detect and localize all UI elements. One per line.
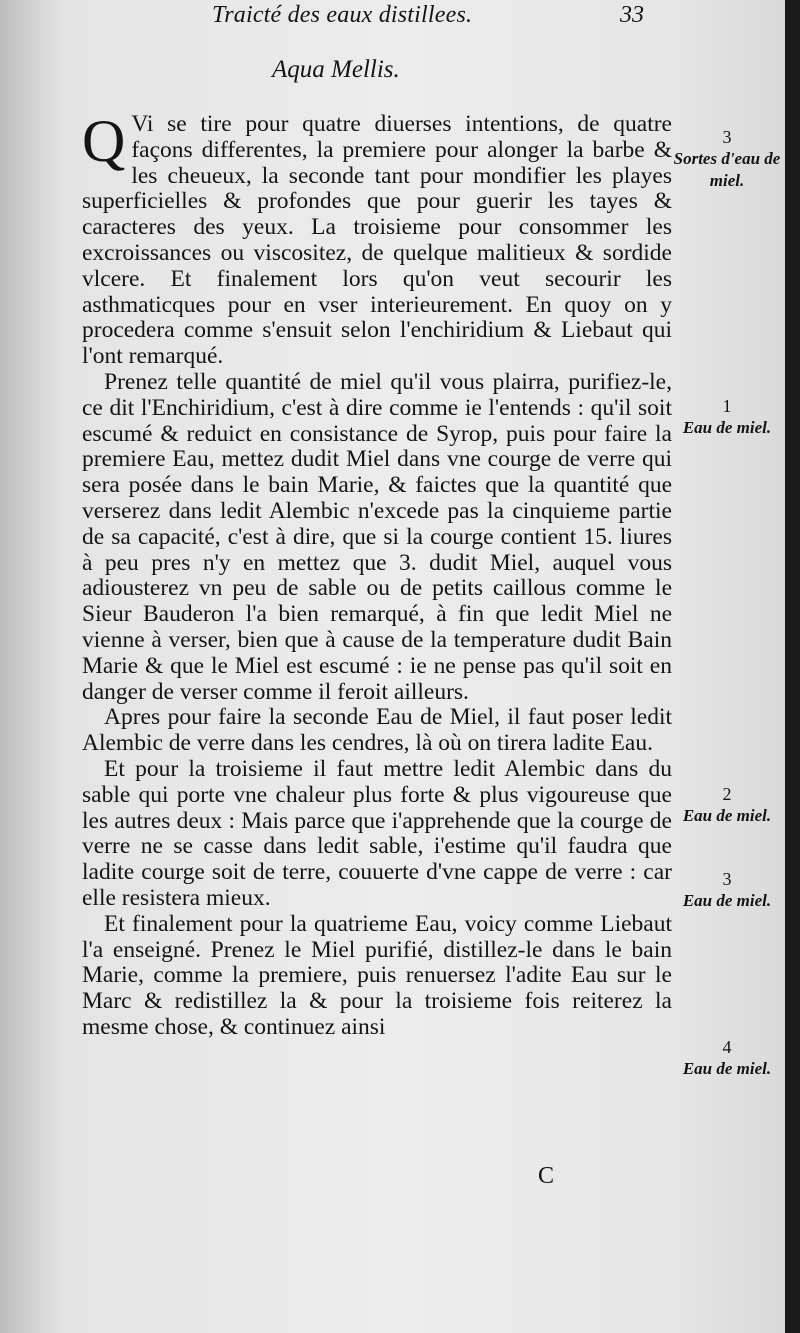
margin-note-number: 4 [722, 1037, 732, 1057]
margin-note-2 [672, 395, 782, 439]
paragraph-3: Apres pour faire la seconde Eau de Miel, il faut poser ledit Alembic de verre dans les cendres, là où on tirera ladite Eau. [82, 704, 672, 757]
section-title: Aqua Mellis. [272, 56, 400, 83]
page-gutter [785, 0, 800, 1333]
drop-cap: Q [82, 108, 126, 174]
margin-note-number: 1 [722, 396, 732, 416]
margin-note-1 [672, 126, 782, 192]
margin-note-number: 3 [722, 869, 732, 889]
margin-note-text: Sortes d'eau de miel. [673, 149, 781, 190]
signature-mark: C [538, 1163, 555, 1189]
margin-note-text: Eau de miel. [682, 806, 772, 825]
margin-note-number: 2 [722, 784, 732, 804]
paragraph-5: Et finalement pour la quatrieme Eau, voicy comme Liebaut l'a enseigné. Prenez le Miel purifié, distillez-le dans le bain Marie, comme la premiere, puis renuersez l'adite Eau sur le Marc & redistillez la & pour la troisieme fois reiterez la mesme chose, & continuez ainsi [82, 910, 672, 1040]
margin-note-5 [672, 1036, 782, 1080]
margin-note-number: 3 [722, 127, 732, 147]
margin-note-text: Eau de miel. [682, 1059, 772, 1078]
margin-note-text: Eau de miel. [682, 418, 772, 437]
paragraph-text: Vi se tire pour quatre diuerses intentions, de quatre façons differentes, la premiere pour alonger la barbe & les cheueux, la seconde tant pour mondifier les playes superficielles & profondes que pour guerir les tayes & caracteres des yeux. La troisieme pour consommer les excroissances ou viscositez, de quelque malitieux & sordide vlcere. Et finalement lors qu'on veut secourir les asthmaticques pour en vser interieurement. En quoy on y procedera comme s'ensuit selon l'enchiridium & Liebaut qui l'ont remarqué. [82, 111, 672, 370]
paragraph-2: Prenez telle quantité de miel qu'il vous plairra, purifiez-le, ce dit l'Enchiridium, c'est à dire comme ie l'entends : qu'il soit escumé & reduict en consistance de Syrop, puis pour faire la premiere Eau, mettez dudit Miel dans vne courge de verre qui sera posée dans le bain Marie, & faictes que la quantité que verserez dans ledit Alembic n'excede pas la cinquieme partie de sa capacité, c'est à dire, que si la courge contient 15. liures à peu pres n'y en mettez que 3. dudit Miel, auquel vous adiousterez vn peu de sable ou de petits caillous comme le Sieur Bauderon l'a bien remarqué, à fin que ledit Miel ne vienne à verser, bien que à cause de la temperature dudit Bain Marie & que le Miel est escumé : ie ne pense pas qu'il soit en danger de verser comme il feroit ailleurs. [82, 368, 672, 705]
margin-note-3 [672, 783, 782, 827]
page-number: 33 [620, 2, 644, 28]
paragraph-4: Et pour la troisieme il faut mettre ledit Alembic dans du sable qui porte vne chaleur plus forte & plus vigoureuse que les autres deux : Mais parce que i'apprehende que la courge de verre ne se casse dans ledit sable, i'estime qu'il faudra que ladite courge soit de terre, couuerte d'vne cappe de verre : car elle resistera mieux. [82, 755, 672, 911]
running-title: Traicté des eaux distillees. [212, 2, 473, 28]
margin-note-4 [672, 868, 782, 912]
paragraph-1 [82, 108, 672, 370]
body-text [82, 108, 672, 1041]
margin-note-text: Eau de miel. [682, 891, 772, 910]
